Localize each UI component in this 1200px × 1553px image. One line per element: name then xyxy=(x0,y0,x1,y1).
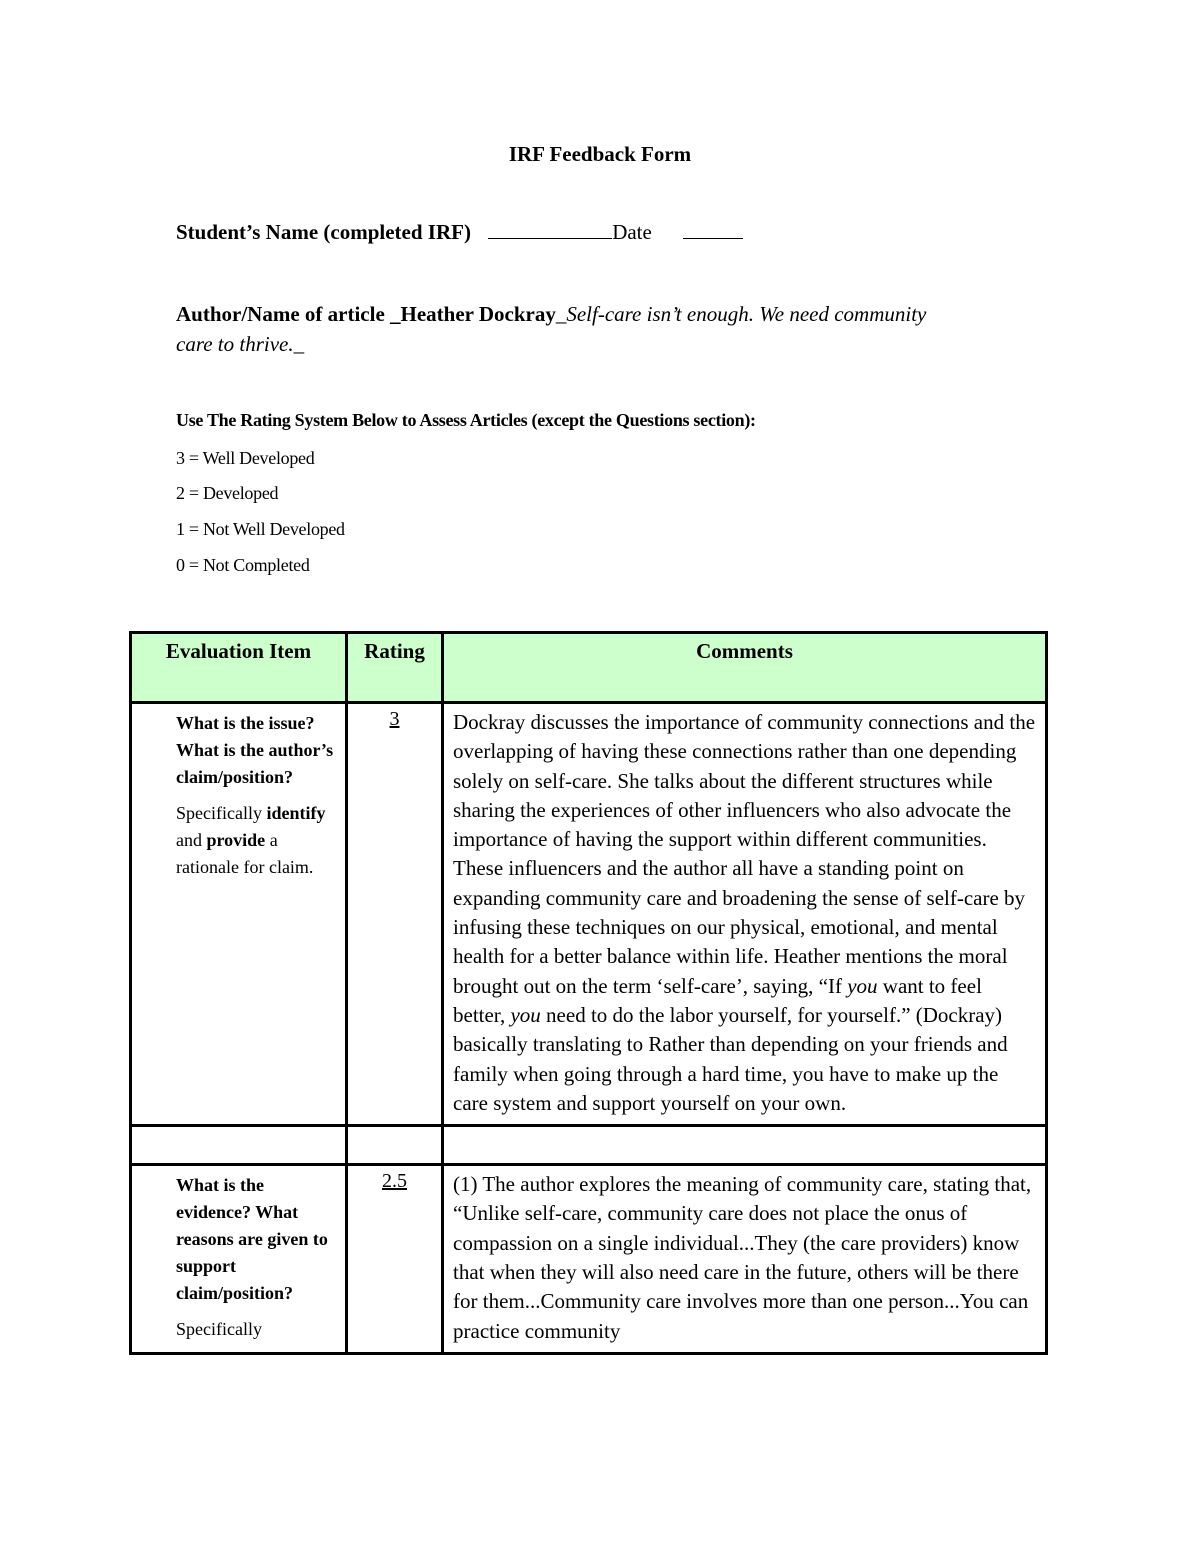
empty-cell xyxy=(131,1126,347,1165)
comment-text: (1) The author explores the meaning of community care, stating that, “Unlike self-care, community care does not place the onus of compassion on a single individual...They (the care providers) know that when they will also need care in the future, others will be there for them...Community care involves more than one person...You can practice community xyxy=(453,1172,1032,1343)
evaluation-instruction xyxy=(176,800,337,881)
comment-emphasis: you xyxy=(847,973,878,998)
author-line-trailing: _ xyxy=(293,332,305,356)
author-label: Author/Name of article xyxy=(176,302,385,326)
instruction-text: a rationale for claim. xyxy=(176,830,314,877)
rating-scale-item: 0 = Not Completed xyxy=(176,555,310,575)
student-line xyxy=(176,220,743,245)
evaluation-item-cell xyxy=(131,1165,347,1354)
header-rating xyxy=(347,633,443,703)
page-title: IRF Feedback Form xyxy=(508,142,692,166)
rating-value: 2.5 xyxy=(382,1170,407,1193)
rating-value: 3 xyxy=(389,708,400,730)
article-title-part2: care to thrive. xyxy=(176,332,294,356)
comment-text: need to do the labor yourself, for yourself.” (Dockray) basically translating to Rather than depending on your friends and family when going through a hard time, you have to make up the care system and support yourself on your own. xyxy=(453,1002,1008,1115)
date-label: Date xyxy=(612,220,652,244)
comment-cell[interactable] xyxy=(443,703,1047,1126)
evaluation-question: What is the issue? What is the author’s claim/position? xyxy=(176,713,334,787)
instruction-bold: identify xyxy=(266,803,326,823)
table-spacer-row xyxy=(131,1126,1047,1165)
evaluation-question: What is the evidence? What reasons are given to support claim/position? xyxy=(176,1175,328,1304)
rating-cell[interactable] xyxy=(347,1165,443,1354)
date-field[interactable] xyxy=(683,220,743,239)
author-line xyxy=(176,302,926,327)
header-comments xyxy=(443,633,1047,703)
comment-cell[interactable] xyxy=(443,1165,1047,1354)
table-header-row xyxy=(131,633,1047,703)
comment-text: want to feel better, xyxy=(453,973,982,1027)
header-evaluation-item xyxy=(131,633,347,703)
comment-emphasis: you xyxy=(510,1002,541,1027)
article-title-part1: _Self-care isn’t enough. We need community xyxy=(555,302,927,326)
author-name: _Heather Dockray xyxy=(390,302,556,326)
evaluation-table xyxy=(129,631,1048,1355)
rating-scale-item: 2 = Developed xyxy=(176,483,279,503)
instruction-text: and xyxy=(176,830,207,850)
author-line-2 xyxy=(176,332,304,357)
empty-cell xyxy=(443,1126,1047,1165)
header-comments-label: Comments xyxy=(696,639,793,663)
evaluation-instruction: Specifically xyxy=(176,1319,262,1340)
comment-text: Dockray discusses the importance of community connections and the overlapping of having these connections rather than one depending solely on self-care. She talks about the different structures while sharing the experiences of other influencers who also advocate the importance of having the support within different communities. These influencers and the author all have a standing point on expanding community care and broadening the sense of self-care by infusing these techniques on our physical, emotional, and mental health for a better balance within life. Heather mentions the moral brought out on the term ‘self-care’, saying, “If xyxy=(453,710,1036,998)
table-row xyxy=(131,703,1047,1126)
rating-cell[interactable] xyxy=(347,703,443,1126)
instruction-bold: provide xyxy=(206,830,266,850)
student-name-label: Student’s Name (completed IRF) xyxy=(176,220,471,244)
instruction-text: Specifically xyxy=(176,803,267,823)
header-rating-label: Rating xyxy=(364,639,425,663)
header-evaluation-item-label: Evaluation Item xyxy=(165,639,312,663)
rating-system-heading: Use The Rating System Below to Assess Articles (except the Questions section): xyxy=(176,410,756,430)
rating-scale-item: 1 = Not Well Developed xyxy=(176,519,345,539)
empty-cell xyxy=(347,1126,443,1165)
table-row xyxy=(131,1165,1047,1354)
rating-scale-item: 3 = Well Developed xyxy=(176,448,315,468)
evaluation-item-cell xyxy=(131,703,347,1126)
student-name-field[interactable] xyxy=(488,220,612,239)
